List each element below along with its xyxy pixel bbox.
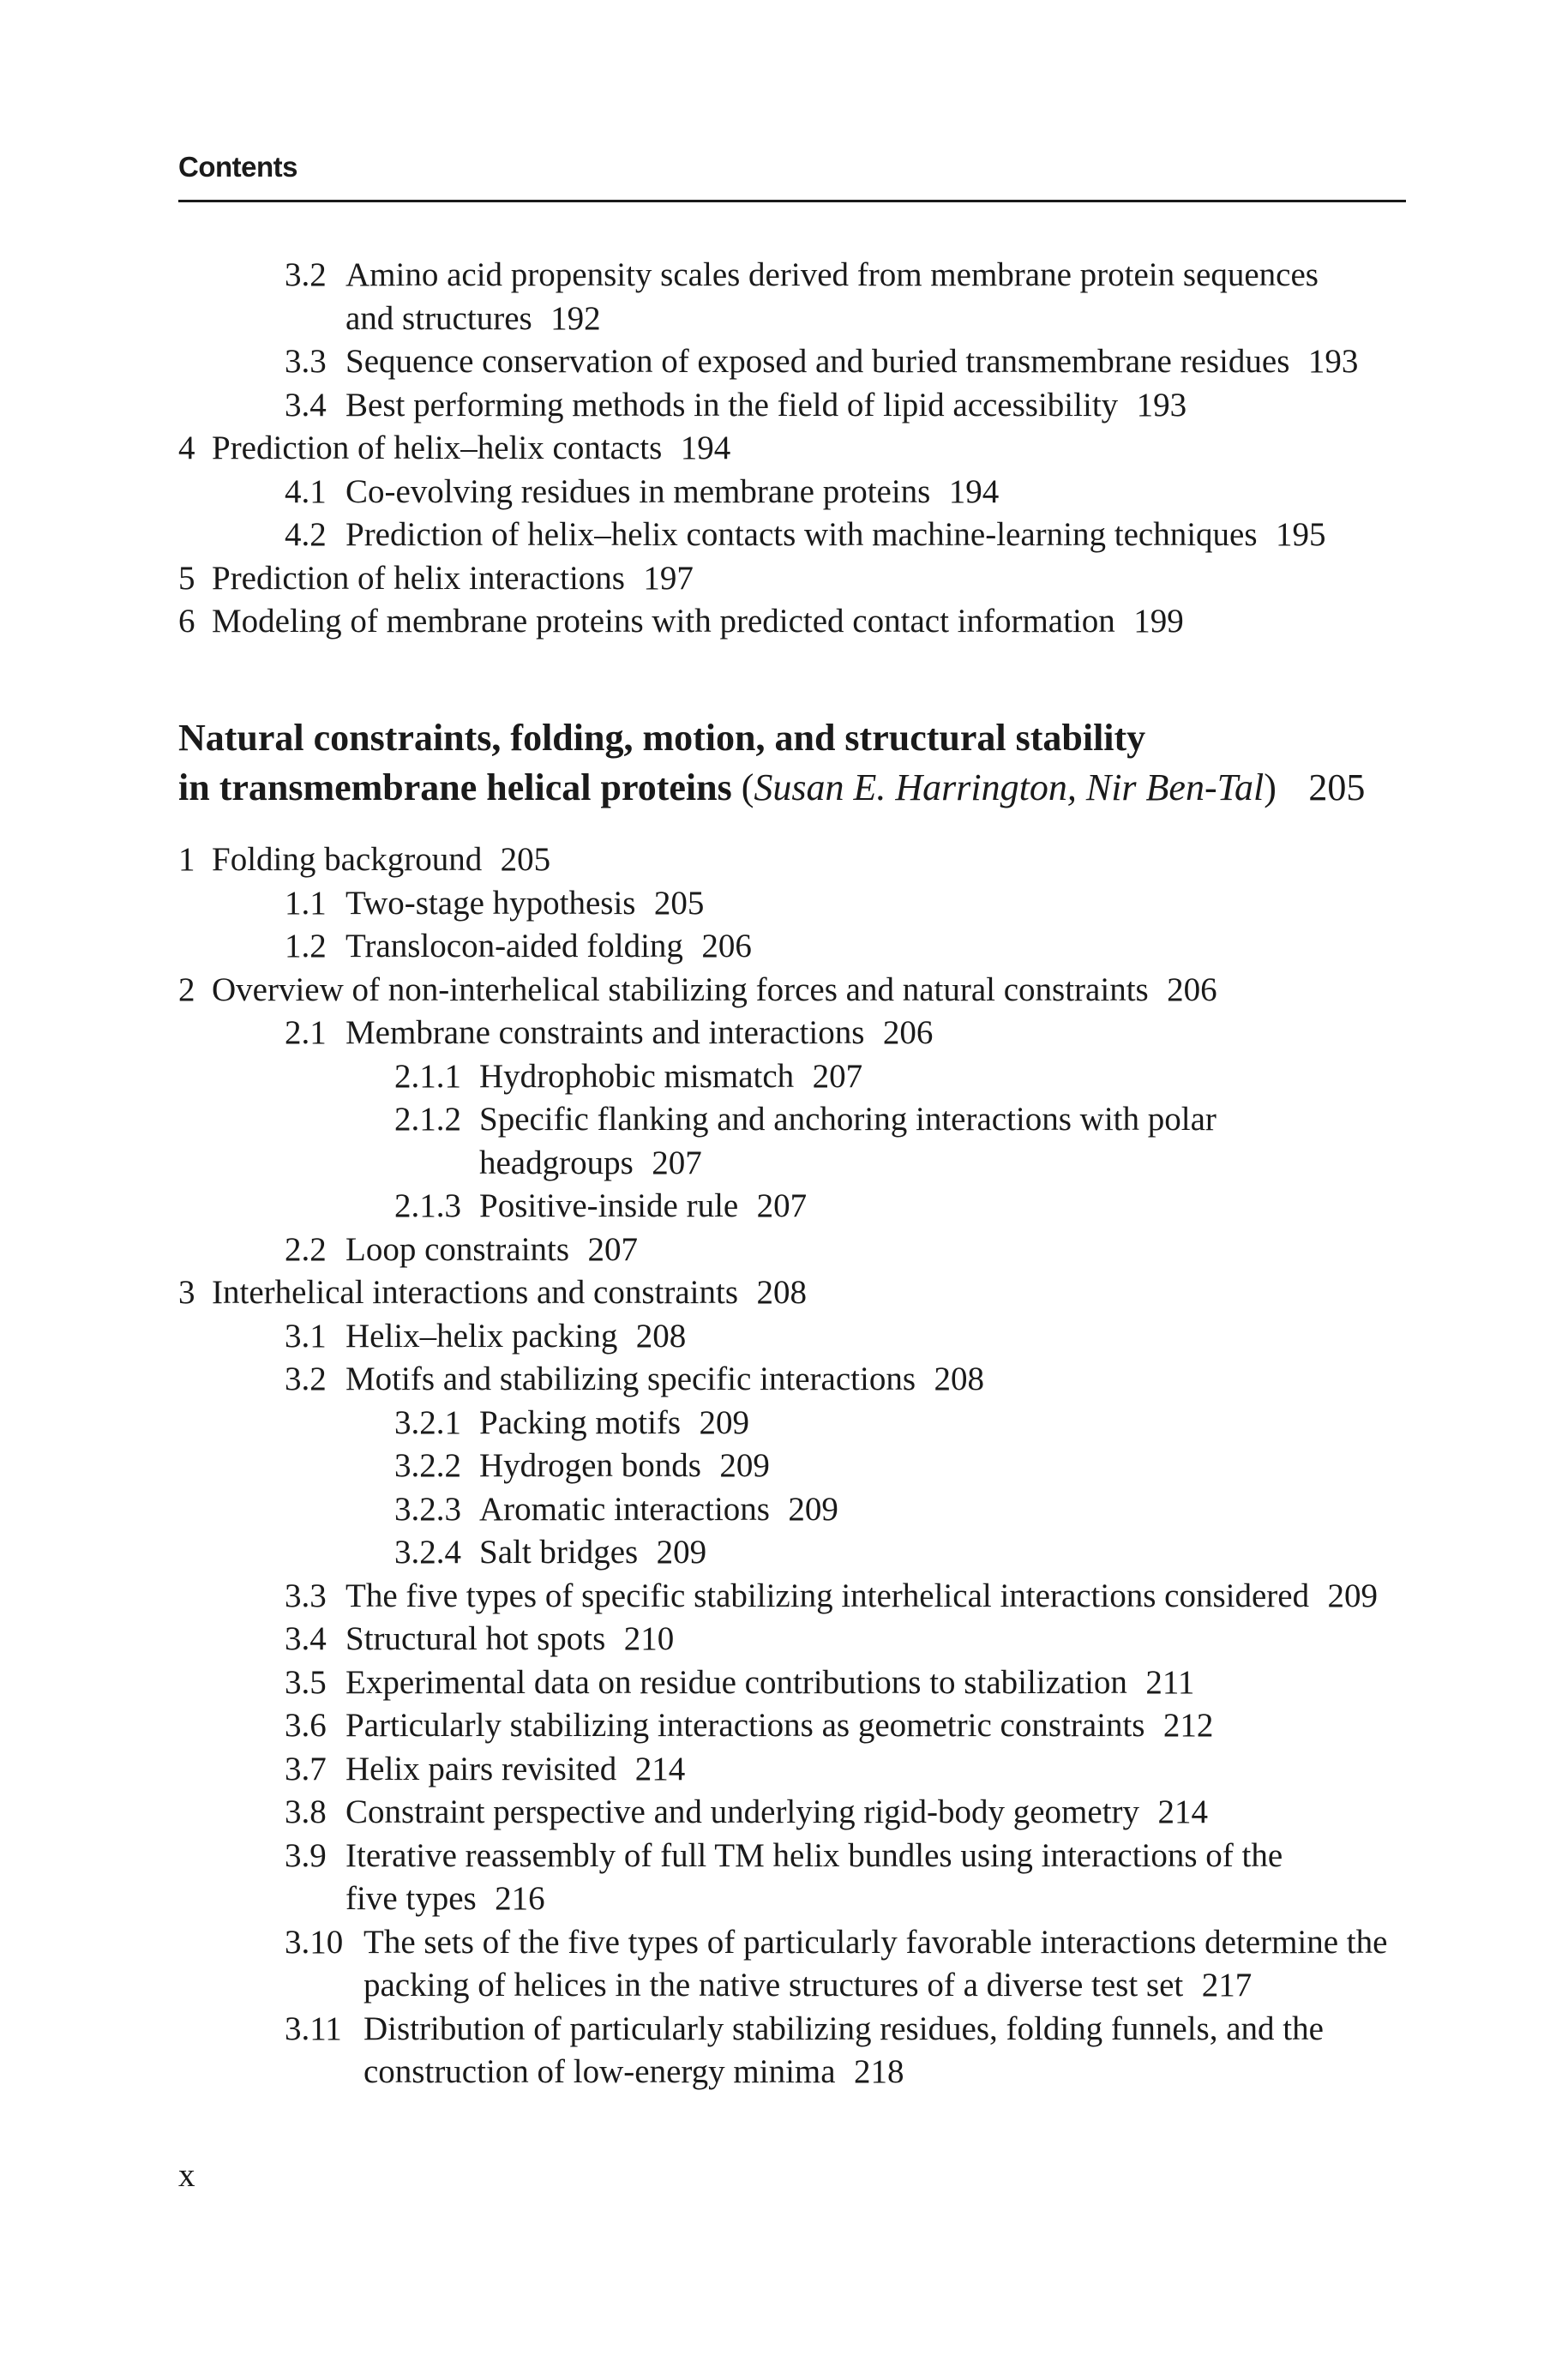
toc-entry-title: Folding background [212,841,483,878]
toc-entry-number: 3.7 [285,1750,327,1787]
toc-entry[interactable] [178,1531,1406,1575]
toc-entry[interactable] [178,1488,1406,1532]
toc-entry[interactable] [178,1835,1305,1921]
toc-entry-page: 193 [1307,343,1359,380]
toc-entry-page: 214 [1157,1793,1208,1830]
toc-entry-title: Hydrophobic mismatch [479,1057,795,1095]
toc-entry-page: 206 [1167,970,1217,1008]
toc-entry-number: 1 [178,841,195,878]
toc-entry-title: Overview of non-interhelical stabilizing forces and natural constraints [212,970,1149,1008]
toc-entry-number: 3.2.3 [394,1490,461,1528]
toc-entry-title: Distribution of particularly stabilizing residues, folding funnels, and the construction of low-energy minima [363,2010,1324,2090]
toc-entry-number: 2.1.3 [394,1187,461,1224]
chapter-authors: Susan E. Harrington, Nir Ben-Tal [754,766,1265,808]
toc-entry[interactable] [178,1618,1406,1661]
toc-entry-title: Co-evolving residues in membrane proteins [345,472,931,510]
toc-entry-title: Interhelical interactions and constraints [212,1274,739,1311]
toc-entry-page: 209 [788,1490,838,1528]
toc-entry-title: Two-stage hypothesis [345,884,636,922]
toc-entry[interactable] [178,1315,1406,1359]
toc-entry-page: 207 [587,1230,638,1268]
toc-entry[interactable] [178,1358,1406,1402]
toc-entry-title: Prediction of helix interactions [212,559,625,597]
toc-entry-page: 211 [1145,1663,1195,1701]
toc-entry-number: 3.10 [285,1923,344,1961]
toc-entry[interactable] [178,969,1406,1012]
toc-entry-title: Helix pairs revisited [345,1750,617,1787]
toc-entry-number: 5 [178,559,195,597]
toc-entry[interactable] [178,925,1406,969]
toc-entry-page: 195 [1275,516,1326,553]
toc-entry-number: 3.4 [285,386,327,424]
toc-entry-page: 216 [495,1880,545,1917]
chapter-page: 205 [1308,766,1366,808]
open-paren: ( [741,766,754,808]
toc-entry-number: 3.8 [285,1793,327,1830]
toc-entry-title: Experimental data on residue contributions to stabilization [345,1663,1127,1701]
toc-entry-page: 194 [680,430,731,466]
toc-entry-title: Positive-inside rule [479,1187,739,1224]
toc-entry-number: 4.2 [285,516,327,553]
toc-entry-page: 199 [1133,603,1184,640]
toc-entry-number: 3.3 [285,1577,327,1614]
toc-entry-number: 4.1 [285,472,327,510]
toc-entry-number: 3.2 [285,256,327,293]
toc-entry-number: 3 [178,1274,195,1311]
toc-entry-number: 3.11 [285,2010,342,2047]
toc-entry-title: Aromatic interactions [479,1490,770,1528]
toc-entry-title: Hydrogen bonds [479,1447,701,1484]
toc-entry-number: 3.6 [285,1707,327,1744]
toc-list-continued [178,254,1406,644]
toc-entry[interactable] [178,1098,1423,1185]
toc-entry-number: 2 [178,970,195,1008]
toc-entry[interactable] [178,1791,1406,1835]
toc-entry[interactable] [178,1704,1406,1748]
toc-entry-number: 2.2 [285,1230,327,1268]
toc-entry-number: 3.2.4 [394,1534,461,1571]
chapter-heading[interactable] [178,713,1406,813]
toc-entry-title: Loop constraints [345,1230,570,1268]
toc-entry[interactable] [178,1402,1406,1445]
toc-entry-page: 205 [653,884,705,922]
toc-entry[interactable] [178,1271,1406,1315]
toc-entry-title: Modeling of membrane proteins with predicted contact information [212,603,1115,640]
toc-entry-page: 207 [652,1144,702,1181]
toc-entry-number: 4 [178,430,195,466]
toc-entry[interactable] [178,882,1406,926]
toc-entry-title: Prediction of helix–helix contacts with machine-learning techniques [345,516,1258,553]
toc-entry-number: 3.9 [285,1836,327,1874]
toc-entry[interactable] [178,384,1406,428]
toc-entry[interactable] [178,427,1406,471]
toc-entry[interactable] [178,838,1406,882]
toc-entry[interactable] [178,1229,1406,1272]
toc-entry-title: The sets of the five types of particularly favorable interactions determine the packing of helices in the native structures of a diverse test set [363,1923,1388,2004]
header-rule [178,200,1406,202]
toc-list-chapter [178,838,1406,2094]
toc-entry-number: 1.2 [285,928,327,964]
toc-entry-title: Packing motifs [479,1403,682,1441]
toc-entry-title: Membrane constraints and interactions [345,1014,865,1051]
toc-entry[interactable] [178,2008,1365,2094]
toc-entry-number: 3.3 [285,343,327,380]
toc-entry-number: 3.1 [285,1317,327,1355]
chapter-title-line-2: in transmembrane helical proteins [178,766,732,808]
chapter-title-line-1: Natural constraints, folding, motion, and structural stability [178,717,1146,759]
toc-entry-title: Best performing methods in the field of lipid accessibility [345,386,1119,424]
toc-entry[interactable] [178,1012,1406,1055]
toc-entry-page: 218 [854,2053,904,2090]
toc-entry[interactable] [178,600,1406,644]
toc-entry-number: 3.4 [285,1620,327,1657]
toc-entry[interactable] [178,1661,1406,1705]
toc-entry-title: Particularly stabilizing interactions as geometric constraints [345,1707,1145,1744]
toc-entry-page: 212 [1162,1707,1214,1744]
toc-entry-number: 3.2 [285,1361,327,1397]
toc-entry[interactable] [178,1921,1442,2008]
toc-entry-page: 194 [948,472,1000,510]
toc-entry-number: 6 [178,603,195,640]
toc-entry-page: 214 [634,1750,686,1787]
toc-entry-title: Sequence conservation of exposed and buried transmembrane residues [345,343,1290,380]
toc-entry-page: 208 [934,1361,984,1397]
toc-entry-title: Salt bridges [479,1534,639,1571]
toc-entry-page: 193 [1136,386,1187,424]
toc-entry-page: 207 [812,1057,863,1095]
toc-entry-title: Prediction of helix–helix contacts [212,430,663,466]
toc-entry-title: Amino acid propensity scales derived from membrane protein sequences and structures [345,256,1319,337]
toc-entry[interactable] [178,254,1322,340]
toc-entry-number: 2.1 [285,1014,327,1051]
toc-entry[interactable] [178,340,1406,384]
toc-entry-page: 209 [1327,1577,1379,1614]
toc-entry-page: 209 [699,1403,750,1441]
toc-entry-number: 3.5 [285,1663,327,1701]
toc-entry-page: 209 [719,1447,770,1484]
toc-entry-page: 207 [756,1187,808,1224]
toc-entry-title: Specific flanking and anchoring interactions with polar headgroups [479,1101,1217,1181]
running-header: Contents [178,151,297,183]
toc-entry-title: Constraint perspective and underlying rigid-body geometry [345,1793,1140,1830]
toc-entry[interactable] [178,557,1406,601]
toc-entry-page: 192 [550,299,601,337]
toc-entry-page: 206 [882,1014,934,1051]
toc-entry-page: 210 [623,1620,675,1657]
toc-entry[interactable] [178,1445,1406,1488]
toc-entry-number: 3.2.2 [394,1447,461,1484]
page-number: x [178,2157,195,2194]
toc-entry[interactable] [178,1575,1406,1619]
toc-entry[interactable] [178,1185,1406,1229]
toc-entry-page: 205 [500,841,551,878]
toc-entry-title: The five types of specific stabilizing interhelical interactions considered [345,1577,1310,1614]
toc-entry-page: 208 [635,1317,687,1355]
toc-entry-page: 209 [656,1534,707,1571]
toc-entry-page: 208 [756,1274,807,1311]
toc-entry-number: 3.2.1 [394,1403,461,1441]
toc-entry-number: 1.1 [285,884,327,922]
toc-entry[interactable] [178,1748,1406,1792]
toc-entry-page: 217 [1201,1967,1253,2004]
toc-entry-title: Translocon-aided folding [345,928,683,964]
toc-entry-number: 2.1.2 [394,1101,461,1138]
toc-entry-title: Helix–helix packing [345,1317,618,1355]
toc-entry[interactable] [178,471,1406,514]
toc-entry-page: 206 [701,928,752,964]
toc-entry[interactable] [178,514,1406,557]
toc-entry-title: Motifs and stabilizing specific interactions [345,1361,916,1397]
toc-entry-page: 197 [643,559,694,597]
toc-entry-title: Iterative reassembly of full TM helix bundles using interactions of the five types [345,1836,1283,1917]
toc-entry[interactable] [178,1055,1406,1099]
toc-entry-number: 2.1.1 [394,1057,461,1095]
toc-entry-title: Structural hot spots [345,1620,606,1657]
close-paren: ) [1264,766,1277,808]
